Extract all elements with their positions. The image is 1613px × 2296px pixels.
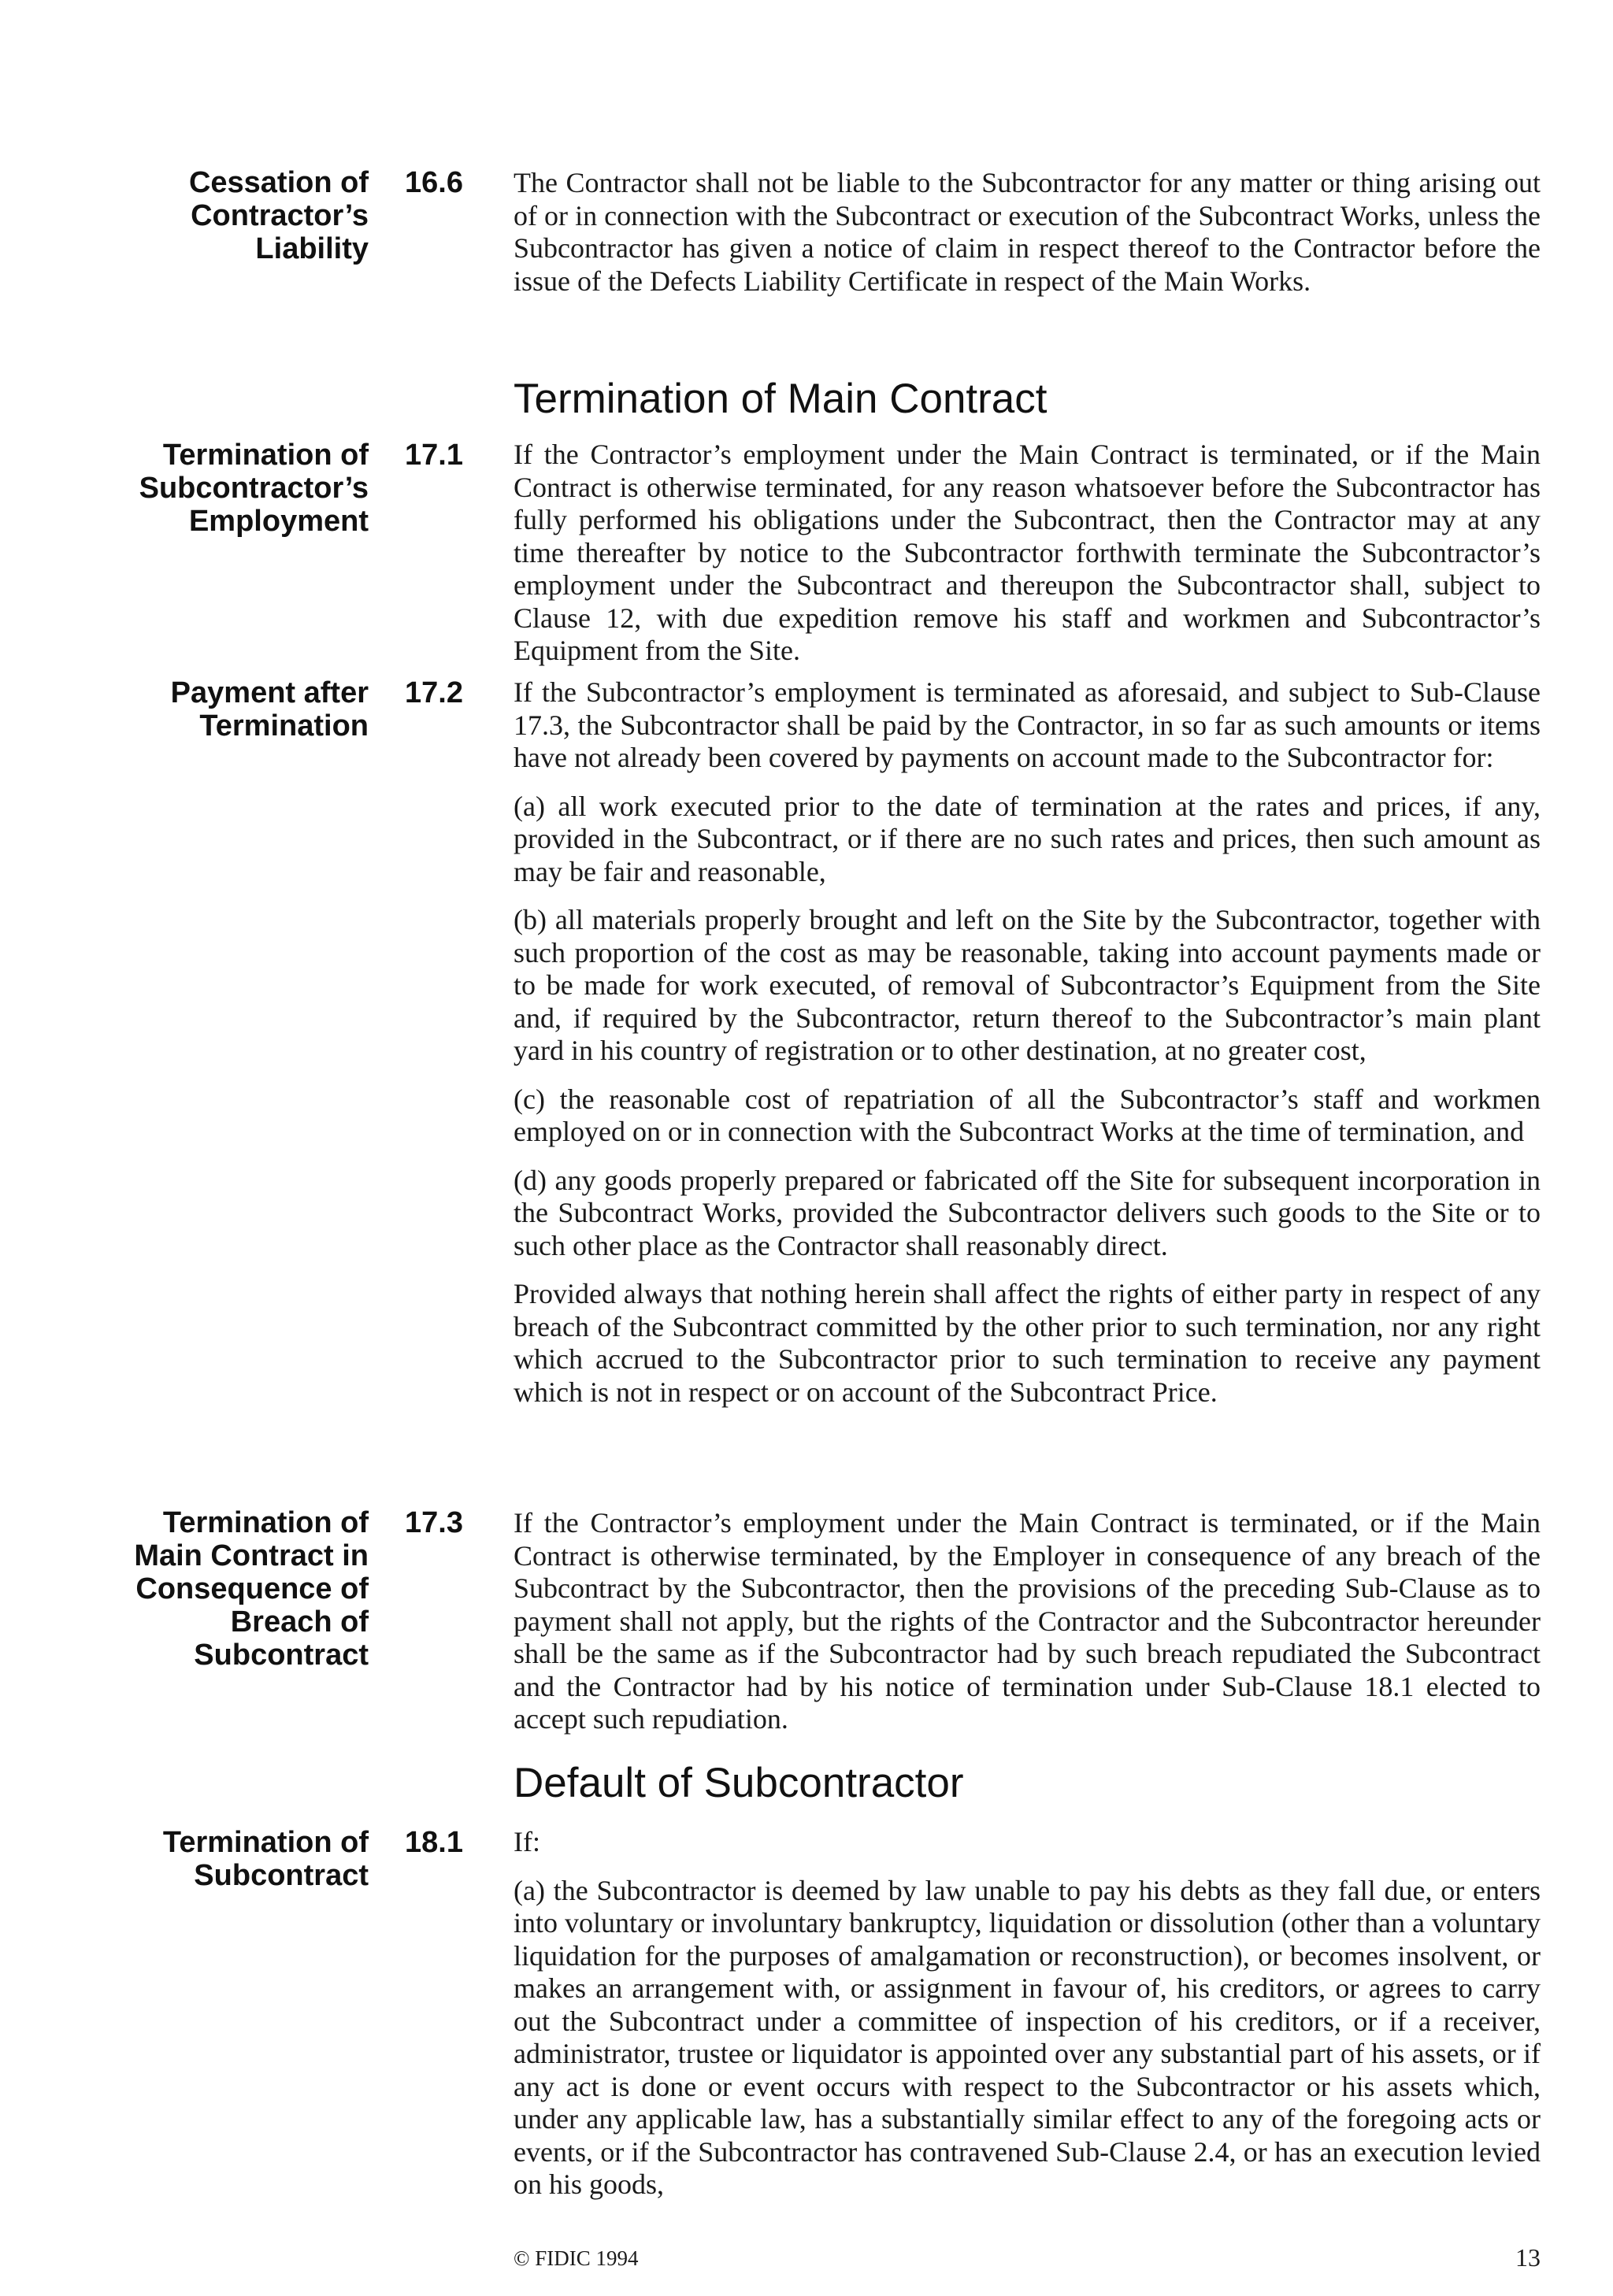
- clause-17-2-proviso: Provided always that nothing herein shall affect the rights of either party in respect of any breach of the Subcontract committed by the other prior to such termination, nor any right which accrued to the Subcontractor prior to such termination to receive any payment which is not in respect or on account of the Subcontract Price.: [514, 1278, 1541, 1408]
- footer-page-number: 13: [1515, 2243, 1541, 2272]
- side-heading-17-3: Termination of Main Contract in Consequence of Breach of Subcontract: [134, 1506, 369, 1672]
- side-heading-16-6: Cessation of Contractor’s Liability: [188, 166, 369, 265]
- section-heading-default-of-subcontractor: Default of Subcontractor: [514, 1760, 964, 1806]
- clause-17-2-item-b: (b) all materials properly brought and left on the Site by the Subcontractor, together with such proportion of the cost as may be reasonable, taking into account payments made or to be made for work executed, of removal of Subcontractor’s Equipment from the Site and, if required by the Subcontractor, return thereof to the Subcontractor’s main plant yard in his country of registration or to other destination, at no greater cost,: [514, 904, 1541, 1066]
- clause-17-1: [514, 439, 1541, 683]
- clause-17-2-item-a: (a) all work executed prior to the date of termination at the rates and prices, if any, provided in the Subcontract, or if there are no such rates and prices, then such amount as may be fair and reasonable,: [514, 790, 1541, 887]
- clause-18-1-item-a: (a) the Subcontractor is deemed by law unable to pay his debts as they fall due, or enters into voluntary or involuntary bankruptcy, liquidation or dissolution (other than a voluntary liquidation for the purposes of amalgamation or reconstruction), or becomes insolvent, or makes an arrangement with, or assignment in favour of, his creditors, or agrees to carry out the Subcontract under a committee of inspection of his creditors, or if a receiver, administrator, trustee or liquidator is appointed over any substantial part of his assets, or if any act is done or event occurs with respect to the Subcontractor or his assets which, under any applicable law, has a substantially similar effect to any of the foregoing acts or events, or if the Subcontractor has contravened Sub-Clause 2.4, or has an execution levied on his goods,: [514, 1874, 1541, 2200]
- clause-number-18-1: 18.1: [405, 1826, 463, 1859]
- clause-17-3-text: If the Contractor’s employment under the Main Contract is terminated, or if the Main Contract is otherwise terminated, by the Employer in consequence of any breach of the Subcontract by the Subcontractor, then the provisions of the preceding Sub-Clause as to payment shall not apply, but the rights of the Contractor and the Subcontractor hereunder shall be the same as if the Subcontractor had by such breach repudiated the Subcontract and the Contractor had by his notice of termination under Sub-Clause 18.1 elected to accept such repudiation.: [514, 1507, 1541, 1735]
- clause-18-1-intro: If:: [514, 1826, 540, 1857]
- clause-16-6-text: The Contractor shall not be liable to the Subcontractor for any matter or thing arising out of or in connection with the Subcontract or execution of the Subcontract Works, unless the Subcontractor has given a notice of claim in respect thereof to the Contractor before the issue of the Defects Liability Certificate in respect of the Main Works.: [514, 167, 1541, 297]
- clause-number-16-6: 16.6: [405, 166, 463, 199]
- section-heading-termination-main-contract: Termination of Main Contract: [514, 376, 1048, 422]
- clause-17-2-intro: If the Subcontractor’s employment is terminated as aforesaid, and subject to Sub-Clause 17.3, the Subcontractor shall be paid by the Contractor, in so far as such amounts or items have not already been covered by payments on account made to the Subcontractor for:: [514, 676, 1541, 773]
- clause-number-17-1: 17.1: [405, 439, 463, 472]
- clause-17-1-text: If the Contractor’s employment under the Main Contract is terminated, or if the Main Contract is otherwise terminated, for any reason whatsoever before the Subcontractor has fully performed his obligations under the Subcontract, then the Contractor may at any time thereafter by notice to the Subcontractor forthwith terminate the Subcontractor’s employment under the Subcontract and thereupon the Subcontractor shall, subject to Clause 12, with due expedition remove his staff and workmen and Subcontractor’s Equipment from the Site.: [514, 439, 1541, 666]
- clause-number-17-3: 17.3: [405, 1506, 463, 1539]
- clause-17-3: [514, 1507, 1541, 1752]
- side-heading-17-2: Payment after Termination: [170, 676, 369, 742]
- side-heading-17-1: Termination of Subcontractor’s Employment: [139, 439, 369, 538]
- clause-17-2-item-d: (d) any goods properly prepared or fabricated off the Site for subsequent incorporation in the Subcontract Works, provided the Subcontractor delivers such goods to the Site or to such other place as the Contractor shall reasonably direct.: [514, 1164, 1541, 1261]
- footer-copyright: © FIDIC 1994: [514, 2246, 639, 2270]
- clause-17-2-item-c: (c) the reasonable cost of repatriation of all the Subcontractor’s staff and workmen employed on or in connection with the Subcontract Works at the time of termination, and: [514, 1083, 1541, 1147]
- clause-18-1: [514, 1826, 1541, 2217]
- side-heading-18-1: Termination of Subcontract: [162, 1826, 369, 1892]
- clause-16-6: [514, 167, 1541, 313]
- clause-number-17-2: 17.2: [405, 676, 463, 709]
- clause-17-2: [514, 676, 1541, 1424]
